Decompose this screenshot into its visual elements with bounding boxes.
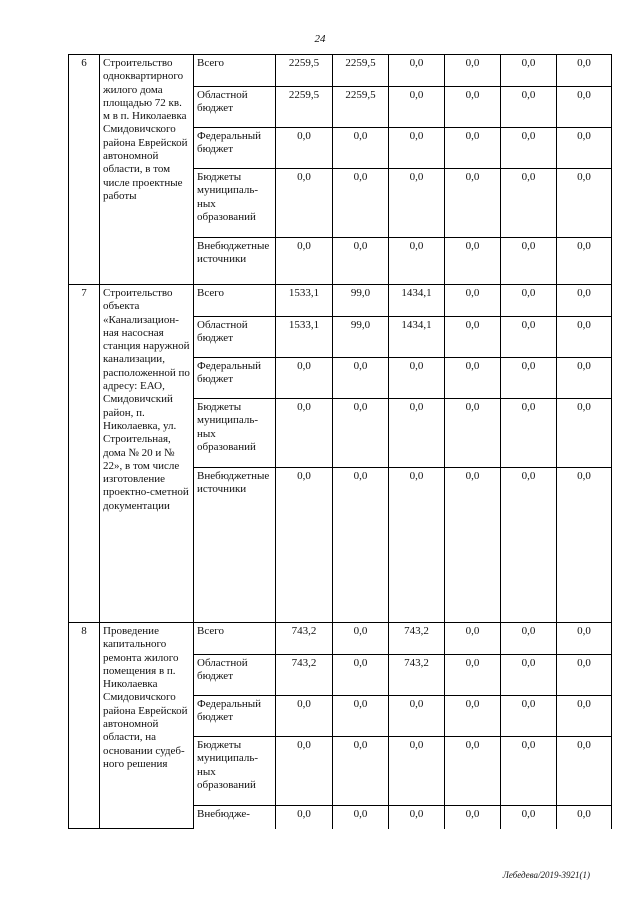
funding-value: 0,0 xyxy=(276,399,333,468)
funding-value: 0,0 xyxy=(557,399,612,468)
funding-value: 0,0 xyxy=(501,623,557,655)
funding-value: 0,0 xyxy=(389,806,445,829)
funding-value: 0,0 xyxy=(445,55,501,87)
funding-value: 0,0 xyxy=(501,285,557,317)
funding-value: 0,0 xyxy=(501,737,557,806)
funding-source: Федеральный бюджет xyxy=(194,696,276,737)
funding-value: 0,0 xyxy=(501,238,557,285)
funding-source: Бюджеты муниципальных образований xyxy=(194,169,276,238)
funding-value: 0,0 xyxy=(333,128,389,169)
funding-value: 0,0 xyxy=(557,169,612,238)
funding-value: 0,0 xyxy=(333,468,389,623)
funding-value: 0,0 xyxy=(445,806,501,829)
funding-value: 1434,1 xyxy=(389,317,445,358)
funding-value: 0,0 xyxy=(389,358,445,399)
funding-value: 0,0 xyxy=(557,696,612,737)
funding-value: 0,0 xyxy=(333,737,389,806)
funding-value: 0,0 xyxy=(445,358,501,399)
funding-source: Всего xyxy=(194,623,276,655)
funding-value: 0,0 xyxy=(501,87,557,128)
funding-source: Бюджеты муниципальных образований xyxy=(194,399,276,468)
funding-source: Внебюджетные источники xyxy=(194,238,276,285)
funding-value: 0,0 xyxy=(501,358,557,399)
funding-source: Федеральный бюджет xyxy=(194,358,276,399)
funding-value: 0,0 xyxy=(445,128,501,169)
funding-value: 743,2 xyxy=(276,655,333,696)
funding-source: Областной бюджет xyxy=(194,655,276,696)
funding-value: 0,0 xyxy=(501,128,557,169)
funding-value: 0,0 xyxy=(557,806,612,829)
funding-value: 0,0 xyxy=(501,399,557,468)
funding-value: 0,0 xyxy=(501,55,557,87)
funding-value: 0,0 xyxy=(276,128,333,169)
funding-value: 2259,5 xyxy=(276,87,333,128)
funding-value: 99,0 xyxy=(333,285,389,317)
funding-value: 0,0 xyxy=(501,655,557,696)
funding-value: 0,0 xyxy=(445,623,501,655)
funding-value: 99,0 xyxy=(333,317,389,358)
funding-value: 0,0 xyxy=(445,87,501,128)
funding-value: 0,0 xyxy=(389,169,445,238)
funding-value: 0,0 xyxy=(333,238,389,285)
funding-value: 0,0 xyxy=(501,169,557,238)
table-row xyxy=(69,623,612,655)
funding-value: 0,0 xyxy=(389,55,445,87)
funding-value: 0,0 xyxy=(445,399,501,468)
funding-source: Всего xyxy=(194,55,276,87)
funding-source: Областной бюджет xyxy=(194,317,276,358)
funding-value: 0,0 xyxy=(501,806,557,829)
funding-value: 0,0 xyxy=(276,358,333,399)
funding-value: 0,0 xyxy=(276,737,333,806)
funding-value: 0,0 xyxy=(445,317,501,358)
funding-value: 0,0 xyxy=(333,655,389,696)
funding-value: 743,2 xyxy=(276,623,333,655)
funding-value: 0,0 xyxy=(389,128,445,169)
funding-value: 0,0 xyxy=(389,238,445,285)
funding-value: 1533,1 xyxy=(276,317,333,358)
funding-value: 0,0 xyxy=(276,468,333,623)
funding-value: 0,0 xyxy=(445,285,501,317)
funding-value: 0,0 xyxy=(557,623,612,655)
funding-source: Внебюджетные источники xyxy=(194,468,276,623)
table-row xyxy=(69,285,612,317)
funding-value: 0,0 xyxy=(557,317,612,358)
funding-value: 0,0 xyxy=(333,623,389,655)
activity-description: Строительство объекта «Канализационная насосная станция наружной канализации, расположенной по адресу: ЕАО, Смидовичский район, п. Николаевка, ул. Строительная, дома № 20 и № 22», в том числе изготовление проектно-сметной документации xyxy=(100,285,194,623)
funding-value: 1434,1 xyxy=(389,285,445,317)
funding-value: 0,0 xyxy=(445,696,501,737)
budget-table xyxy=(68,54,612,829)
funding-value: 0,0 xyxy=(276,169,333,238)
activity-description: Проведение капитального ремонта жилого помещения в п. Николаевка Смидовичского района Еврейской автономной области, на основании судебного решения xyxy=(100,623,194,829)
funding-value: 0,0 xyxy=(557,468,612,623)
funding-value: 743,2 xyxy=(389,655,445,696)
funding-value: 0,0 xyxy=(557,285,612,317)
funding-value: 0,0 xyxy=(557,737,612,806)
activity-description: Строительство одноквартирного жилого дома площадью 72 кв. м в п. Николаевка Смидовичского района Еврейской автономной области, в том числе проектные работы xyxy=(100,55,194,285)
funding-source: Федеральный бюджет xyxy=(194,128,276,169)
funding-value: 0,0 xyxy=(389,399,445,468)
footer-document-code: Лебедева/2019-3921(1) xyxy=(502,870,590,880)
funding-value: 0,0 xyxy=(445,169,501,238)
funding-value: 0,0 xyxy=(333,806,389,829)
row-number: 6 xyxy=(69,55,100,285)
funding-value: 0,0 xyxy=(557,55,612,87)
funding-value: 0,0 xyxy=(557,655,612,696)
funding-value: 0,0 xyxy=(501,696,557,737)
funding-value: 0,0 xyxy=(557,87,612,128)
table-row xyxy=(69,55,612,87)
funding-value: 0,0 xyxy=(276,696,333,737)
funding-value: 0,0 xyxy=(276,806,333,829)
funding-value: 0,0 xyxy=(276,238,333,285)
funding-value: 743,2 xyxy=(389,623,445,655)
funding-value: 0,0 xyxy=(389,468,445,623)
funding-value: 0,0 xyxy=(333,169,389,238)
row-number: 8 xyxy=(69,623,100,829)
funding-value: 0,0 xyxy=(501,468,557,623)
funding-source: Областной бюджет xyxy=(194,87,276,128)
funding-value: 0,0 xyxy=(333,696,389,737)
funding-value: 0,0 xyxy=(445,468,501,623)
funding-value: 0,0 xyxy=(557,238,612,285)
funding-value: 0,0 xyxy=(557,358,612,399)
funding-value: 0,0 xyxy=(445,737,501,806)
funding-value: 0,0 xyxy=(557,128,612,169)
funding-source: Внебюдже- xyxy=(194,806,276,829)
funding-value: 0,0 xyxy=(333,358,389,399)
funding-value: 0,0 xyxy=(501,317,557,358)
funding-value: 2259,5 xyxy=(333,87,389,128)
funding-source: Всего xyxy=(194,285,276,317)
row-number: 7 xyxy=(69,285,100,623)
funding-value: 0,0 xyxy=(389,87,445,128)
funding-value: 0,0 xyxy=(445,238,501,285)
funding-value: 0,0 xyxy=(445,655,501,696)
funding-value: 0,0 xyxy=(389,737,445,806)
funding-value: 0,0 xyxy=(389,696,445,737)
funding-value: 0,0 xyxy=(333,399,389,468)
funding-value: 2259,5 xyxy=(333,55,389,87)
page-number: 24 xyxy=(314,33,326,45)
funding-value: 2259,5 xyxy=(276,55,333,87)
funding-value: 1533,1 xyxy=(276,285,333,317)
funding-source: Бюджеты муниципальных образований xyxy=(194,737,276,806)
